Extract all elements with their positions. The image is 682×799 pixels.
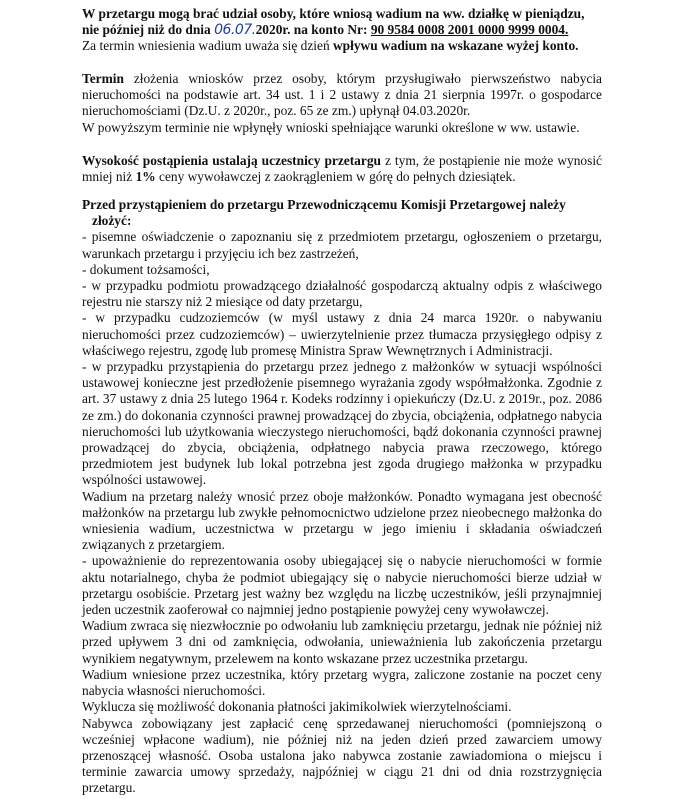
document-item-2: - dokument tożsamości, — [82, 261, 210, 277]
account-number: 90 9584 0008 2001 0000 9999 0004. — [370, 22, 569, 38]
wadium-line-3 — [82, 38, 602, 54]
documents-section — [82, 197, 602, 797]
postapienie-percent: 1% — [135, 169, 156, 185]
postapienie-text — [82, 153, 602, 185]
wadium-line-3-text: Za termin wniesienia wadium uważa się dzień — [82, 38, 333, 54]
termin-rest: złożenia wniosków przez osoby, którym przysługiwało pierwszeństwo nabycia nieruchomości na podstawie art. 34 ust. 1 i 2 ustawy z dnia 21 sierpnia 1997r. o gospodarce nieruchomościami (Dz.U. z 2020r., poz. 65 ze zm.) upłynął 04.03.2020r. — [82, 71, 602, 119]
postapienie-text-c: ceny wywoławczej z zaokrągleniem w górę do pełnych dziesiątek. — [155, 169, 516, 185]
credit-paragraph: Wadium wniesione przez uczestnika, który przetarg wygra, zaliczone zostanie na poczet ceny nabycia własności nieruchomości. — [82, 666, 602, 699]
termin-text — [82, 71, 602, 120]
document-item-1: - pisemne oświadczenie o zapoznaniu się z przedmiotem przetargu, ogłoszeniem o przetargu, warunkach przetargu i przyjęciu ich bez zastrzeżeń, — [82, 229, 602, 261]
termin-bold: Termin — [82, 71, 124, 86]
postapienie-bold: Wysokość postąpienia ustalają uczestnicy przetargu — [82, 153, 381, 168]
wadium-deadline-prefix: nie później niż do dnia — [82, 22, 215, 38]
postapienie-paragraph — [82, 153, 602, 185]
termin-paragraph — [82, 71, 602, 136]
documents-heading: Przed przystąpieniem do przetargu Przewodniczącemu Komisji Przetargowej należy — [82, 197, 566, 212]
document-item-5: - w przypadku przystąpienia do przetargu przez jednego z małżonków w sytuacji wspólności ustawowej konieczne jest przedłożenie pisemnego wyrażania zgody współmałżonka. Zgodnie z art. 37 ustawy z dnia 25 lutego 1964 r. Kodeks rodzinny i opiekuńczy (Dz.U. z 2019r., poz. 2086 ze zm.) do dokonania czynności prawnej prowadzącej do zbycia, obciążenia, odpłatnego nabycia nieruchomości lub użytkowania wieczystego nieruchomości, bądź dokonania czynności prawnej prowadzącej do zbycia, obciążenia, odpłatnego nabycia prawa rzeczowego, którego przedmiotem jest budynek lub lokal potrzebna jest zgoda drugiego małżonka w przypadku wspólności ustawowej. — [82, 359, 602, 488]
wadium-line-3-bold: wpływu wadium na wskazane wyżej konto. — [332, 38, 579, 54]
wadium-line-2 — [82, 22, 602, 38]
payment-exclusion-paragraph: Wyklucza się możliwość dokonania płatności jakimikolwiek wierzytelnościami. — [82, 699, 512, 715]
termin-note: W powyższym terminie nie wpłynęły wnioski spełniające warunki określone w ww. ustawie. — [82, 119, 580, 135]
postapienie-text-a: z tym, że postąpienie nie może wynosić mniej niż — [82, 153, 602, 185]
documents-heading-2: złożyć: — [92, 213, 132, 229]
spouses-paragraph: Wadium na przetarg należy wnosić przez oboje małżonków. Ponadto wymagana jest obecność małżonków na przetargu lub zwykłe pełnomocnictwo udzielone przez nieobecnego małżonka do wniesienia wadium, uczestnictwa w przetargu w jego imieniu i składania oświadczeń związanych z przetargiem. — [82, 488, 602, 553]
wadium-account-prefix: 2020r. na konto Nr: — [255, 22, 371, 38]
handwritten-date: 06.07. — [214, 22, 256, 39]
wadium-paragraph — [82, 6, 602, 55]
wadium-line-1: W przetargu mogą brać udział osoby, które wniosą wadium na ww. działkę w pieniądzu, — [82, 6, 585, 21]
document-item-3: - w przypadku podmiotu prowadzącego działalność gospodarczą aktualny odpis z właściwego rejestru nie starszy niż 2 miesiące od daty przetargu, — [82, 278, 602, 310]
authorization-paragraph: - upoważnienie do reprezentowania osoby ubiegającej się o nabycie nieruchomości w formie aktu notarialnego, chyba że podmiot ubiegający się o nabycie nieruchomości bierze udział w przetargu osobiście. Przetarg jest ważny bez względu na liczbę uczestników, jeśli przynajmniej jeden uczestnik zaoferował co najmniej jedno postąpienie powyżej ceny wywoławczej. — [82, 553, 602, 618]
buyer-payment-paragraph: Nabywca zobowiązany jest zapłacić cenę sprzedawanej nieruchomości (pomniejszoną o wcześniej wpłacone wadium), nie później niż na jeden dzień przed zawarciem umowy przenoszącej własność. Osoba ustalona jako nabywca zostanie zawiadomiona o miejscu i terminie zawarcia umowy sprzedaży, najpóźniej w ciągu 21 dni od dnia rozstrzygnięcia przetargu. — [82, 715, 602, 796]
document-item-4: - w przypadku cudzoziemców (w myśl ustawy z dnia 24 marca 1920r. o nabywaniu nieruchomości przez cudzoziemców) – uwierzytelnienie przez tłumacza przysięgłego odpisy z właściwego rejestru, zgodę lub promesę Ministra Spraw Wewnętrznych i Administracji. — [82, 310, 602, 358]
refund-paragraph: Wadium zwraca się niezwłocznie po odwołaniu lub zamknięciu przetargu, jednak nie później niż przed upływem 3 dni od zamknięcia, odwołania, unieważnienia lub zakończenia przetargu wynikiem negatywnym, przelewem na konto wskazane przez uczestnika przetargu. — [82, 618, 602, 666]
